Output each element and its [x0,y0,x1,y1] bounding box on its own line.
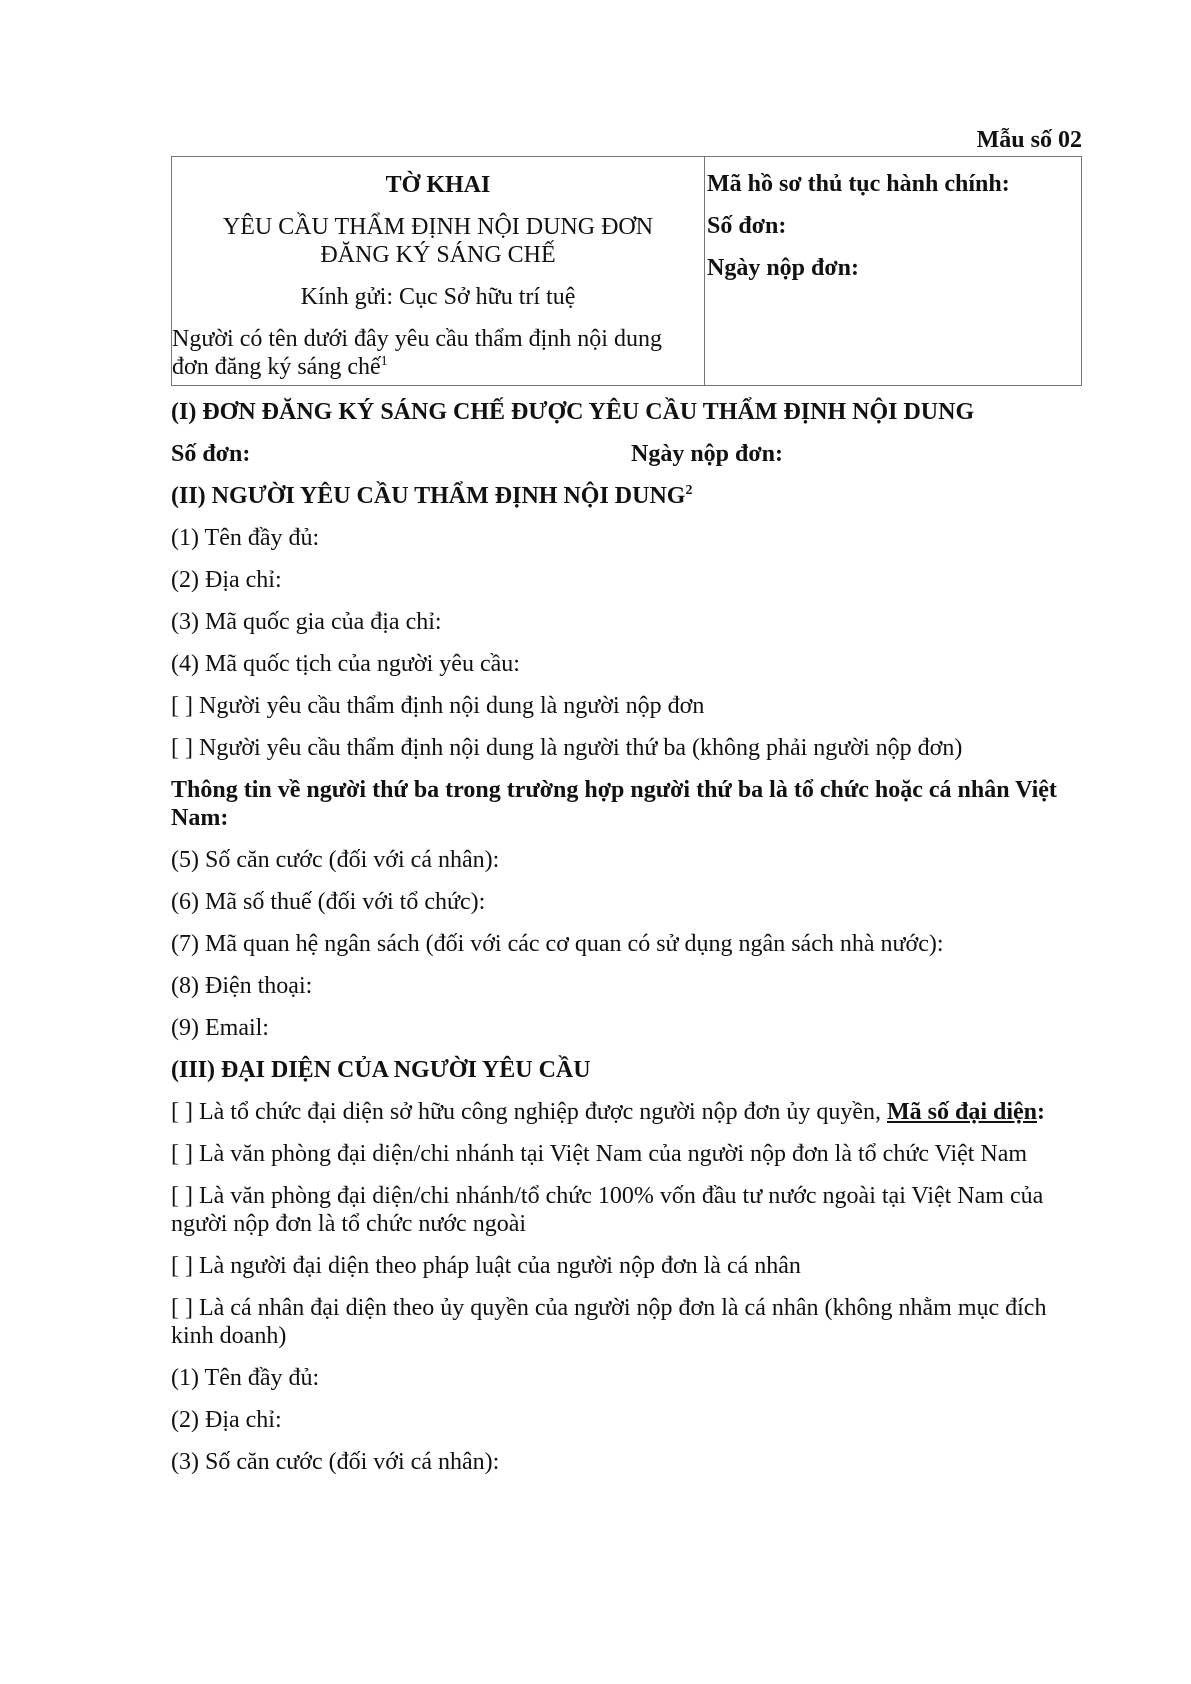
section-3-title: (III) ĐẠI DIỆN CỦA NGƯỜI YÊU CẦU [171,1057,591,1083]
rep-id-number-field: (3) Số căn cước (đối với cá nhân): [171,1449,500,1475]
addressee: Kính gửi: Cục Sở hữu trí tuệ [300,284,576,310]
intro-text: Người có tên dưới đây yêu cầu thẩm định nội dung đơn đăng ký sáng chế$^1$ [172,326,662,380]
header-left-cell [172,157,705,386]
footnote-marker: 1 [380,354,388,369]
rep-name-field: (1) Tên đầy đủ: [171,1365,320,1391]
application-number-label: Số đơn: [707,213,787,239]
budget-code-field: (7) Mã quan hệ ngân sách (đối với các cơ quan có sử dụng ngân sách nhà nước): [171,931,944,957]
header-right-cell [705,157,1082,386]
section-1-title: (I) ĐƠN ĐĂNG KÝ SÁNG CHẾ ĐƯỢC YÊU CẦU THẨM ĐỊNH NỘI DUNG [171,399,975,425]
tax-code-field: (6) Mã số thuế (đối với tổ chức): [171,889,486,915]
third-party-heading: Thông tin về người thứ ba trong trường hợp người thứ ba là tổ chức hoặc cá nhân Việt Nam: [171,777,1057,831]
nationality-code-field: (4) Mã quốc tịch của người yêu cầu: [171,651,520,677]
rep-option-foreign-office-checkbox[interactable]: [ ] Là văn phòng đại diện/chi nhánh/tổ chức 100% vốn đầu tư nước ngoài tại Việt Nam của người nộp đơn là tổ chức nước ngoài [171,1183,1044,1237]
rep-code-label: Mã số đại diện [887,1099,1038,1125]
filing-date-label: Ngày nộp đơn: [707,255,860,281]
admin-code-label: Mã hồ sơ thủ tục hành chính: [707,171,1010,197]
filing-date-field: Ngày nộp đơn: [631,441,784,467]
rep-option-ip-agency-checkbox[interactable]: [ ] Là tổ chức đại diện sở hữu công nghiệp được người nộp đơn ủy quyền, Mã số đại diện: [171,1099,1046,1125]
footnote-marker: 2 [685,483,693,498]
email-field: (9) Email: [171,1015,269,1041]
rep-option-legal-rep-checkbox[interactable]: [ ] Là người đại diện theo pháp luật của người nộp đơn là cá nhân [171,1253,801,1279]
header-table [171,156,1082,386]
form-number: Mẫu số 02 [976,127,1082,153]
requester-is-applicant-checkbox[interactable]: [ ] Người yêu cầu thẩm định nội dung là người nộp đơn [171,693,705,719]
rep-option-authorized-individual-checkbox[interactable]: [ ] Là cá nhân đại diện theo ủy quyền của người nộp đơn là cá nhân (không nhằm mục đích kinh doanh) [171,1295,1047,1349]
requester-name-field: (1) Tên đầy đủ: [171,525,320,551]
requester-address-field: (2) Địa chỉ: [171,567,282,593]
form-subtitle: YÊU CẦU THẨM ĐỊNH NỘI DUNG ĐƠN ĐĂNG KÝ SÁNG CHẾ [222,214,654,268]
id-number-field: (5) Số căn cước (đối với cá nhân): [171,847,500,873]
section-2-title: (II) NGƯỜI YÊU CẦU THẨM ĐỊNH NỘI DUNG$^2$ [171,483,693,509]
requester-is-third-party-checkbox[interactable]: [ ] Người yêu cầu thẩm định nội dung là người thứ ba (không phải người nộp đơn) [171,735,963,761]
phone-field: (8) Điện thoại: [171,973,313,999]
form-body [171,398,1082,1490]
form-title: TỜ KHAI [385,172,491,198]
section-1-fields [171,440,1082,468]
rep-option-vn-office-checkbox[interactable]: [ ] Là văn phòng đại diện/chi nhánh tại Việt Nam của người nộp đơn là tổ chức Việt Nam [171,1141,1028,1167]
application-number-field: Số đơn: [171,441,251,467]
rep-address-field: (2) Địa chỉ: [171,1407,282,1433]
address-country-code-field: (3) Mã quốc gia của địa chỉ: [171,609,442,635]
